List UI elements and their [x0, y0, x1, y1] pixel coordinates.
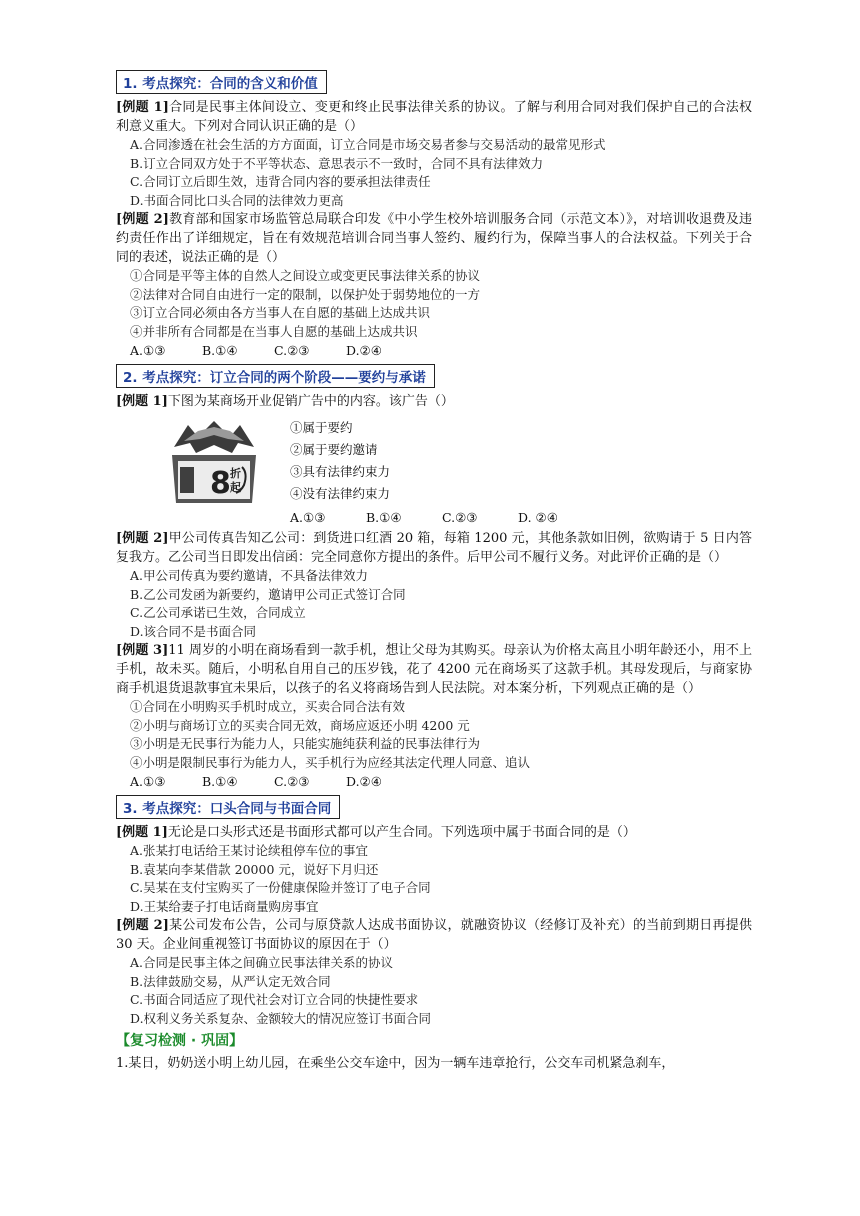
- section-1-title: 1. 考点探究：合同的含义和价值: [116, 70, 327, 94]
- choice: D.②④: [346, 343, 382, 358]
- option: A.甲公司传真为要约邀请，不具备法律效力: [130, 568, 369, 583]
- statement: ④小明是限制民事行为能力人，买手机行为应经其法定代理人同意、追认: [130, 754, 531, 770]
- statement: ①合同是平等主体的自然人之间设立或变更民事法律关系的协议: [130, 268, 481, 283]
- statement: ①合同在小明购买手机时成立，买卖合同合法有效: [130, 699, 406, 714]
- question-stem: 11 周岁的小明在商场看到一款手机，想让父母为其购买。母亲认为价格太高且小明年龄还小，用不上手机，故未买。随后，小明私自用自己的压岁钱，花了 4200 元在商场买了这款手机。其母发现后，与商家协商手机退货退款事宜未果后，以孩子的名义将商场告到人民法院。对本案分析，下列观点正确的是（）: [116, 643, 753, 696]
- option: D.权利义务关系复杂、金额较大的情况应签订书面合同: [130, 1010, 432, 1026]
- statement: ②法律对合同自由进行一定的限制，以保护处于弱势地位的一方: [130, 286, 481, 302]
- question-tag: [例题 2]: [116, 918, 169, 933]
- option: A.合同渗透在社会生活的方方面面，订立合同是市场交易者参与交易活动的最常见形式: [130, 137, 606, 152]
- choice: C.②③: [274, 774, 310, 789]
- statement: ③具有法律约束力: [290, 464, 391, 479]
- question-stem: 教育部和国家市场监管总局联合印发《中小学生校外培训服务合同（示范文本）》，对培训收退费及违约责任作出了详细规定，旨在有效规范培训合同当事人签约、履约行为，保障当事人的合法权益。下列关于合同的表述，说法正确的是（）: [116, 212, 752, 265]
- question-tag: [例题 1]: [116, 825, 168, 840]
- option: A.张某打电话给王某讨论续租停车位的事宜: [130, 843, 369, 858]
- statement: ③订立合同必须由各方当事人在自愿的基础上达成共识: [130, 305, 431, 320]
- choice: D. ②④: [518, 510, 558, 525]
- statement: ②小明与商场订立的买卖合同无效，商场应返还小明 4200 元: [130, 717, 470, 733]
- question: [116, 210, 752, 267]
- option: A.合同是民事主体之间确立民事法律关系的协议: [130, 955, 394, 970]
- statement: ①属于要约: [290, 420, 353, 435]
- promotion-ad-image: [168, 419, 260, 507]
- question: [116, 529, 752, 567]
- question-stem: 甲公司传真告知乙公司：到货进口红酒 20 箱，每箱 1200 元，其他条款如旧例，欲购请于 5 日内答复我方。乙公司当日即发出信函：完全同意你方提出的条件。后甲公司不履行义务。对此评价正确的是（）: [116, 531, 752, 565]
- choice: D.②④: [346, 774, 382, 789]
- option: C.书面合同适应了现代社会对订立合同的快捷性要求: [130, 992, 419, 1007]
- question: [116, 916, 752, 954]
- statement: ④没有法律约束力: [290, 486, 391, 501]
- question-tag: [例题 2]: [116, 212, 169, 227]
- question-tag: [例题 1]: [116, 100, 169, 115]
- question-stem: 无论是口头形式还是书面形式都可以产生合同。下列选项中属于书面合同的是（）: [167, 825, 636, 840]
- statement: ④并非所有合同都是在当事人自愿的基础上达成共识: [130, 323, 418, 339]
- option: D.书面合同比口头合同的法律效力更高: [130, 192, 344, 208]
- choice: B.①④: [202, 343, 238, 358]
- choice: A.①③: [130, 774, 166, 789]
- review-question: 1.某日，奶奶送小明上幼儿园，在乘坐公交车途中，因为一辆车违章抢行，公交车司机紧急刹车，: [116, 1056, 675, 1071]
- promotion-ad-graphic: [168, 419, 260, 507]
- question-tag: [例题 1]: [116, 394, 168, 409]
- review-heading: 【复习检测 · 巩固】: [116, 1033, 244, 1049]
- question-tag: [例题 2]: [116, 531, 169, 546]
- option: B.法律鼓励交易，从严认定无效合同: [130, 973, 331, 989]
- choice: B.①④: [202, 774, 238, 789]
- section-3-title: 3. 考点探究：口头合同与书面合同: [116, 795, 340, 819]
- option: C.吴某在支付宝购买了一份健康保险并签订了电子合同: [130, 880, 431, 895]
- question-stem: 某公司发布公告，公司与原贷款人达成书面协议，就融资协议（经修订及补充）的当前到期日再提供 30 天。企业间重视签订书面协议的原因在于（）: [116, 918, 752, 952]
- question-stem: 下图为某商场开业促销广告中的内容。该广告（）: [167, 394, 454, 409]
- answer-choices: [130, 772, 752, 791]
- question: [116, 392, 752, 411]
- choice: C.②③: [274, 343, 310, 358]
- ad-discount-zhe: 折: [230, 467, 241, 480]
- ad-discount-qi: 起: [230, 481, 241, 494]
- option: D.该合同不是书面合同: [130, 623, 257, 639]
- question-stem: 合同是民事主体间设立、变更和终止民事法律关系的协议。了解与利用合同对我们保护自己的合法权利意义重大。下列对合同认识正确的是（）: [116, 100, 752, 134]
- choice: C.②③: [442, 510, 478, 525]
- option: B.订立合同双方处于不平等状态、意思表示不一致时，合同不具有法律效力: [130, 155, 544, 171]
- option: D.王某给妻子打电话商量购房事宜: [130, 898, 319, 914]
- statement: ③小明是无民事行为能力人，只能实施纯获利益的民事法律行为: [130, 736, 481, 751]
- option: C.合同订立后即生效，违背合同内容的要承担法律责任: [130, 174, 431, 189]
- question: [116, 98, 752, 136]
- option: B.乙公司发函为新要约，邀请甲公司正式签订合同: [130, 586, 406, 602]
- choice: A.①③: [290, 510, 326, 525]
- ad-question-statements: [290, 417, 594, 529]
- document-page: [116, 70, 752, 1073]
- answer-choices: [290, 507, 594, 529]
- choice: B.①④: [366, 510, 402, 525]
- ad-discount-number: 8: [210, 466, 231, 501]
- choice: A.①③: [130, 343, 166, 358]
- ad-question-row: [116, 417, 752, 529]
- question: [116, 823, 752, 842]
- statement: ②属于要约邀请: [290, 442, 378, 457]
- question-tag: [例题 3]: [116, 643, 169, 658]
- option: C.乙公司承诺已生效，合同成立: [130, 605, 306, 620]
- option: B.袁某向李某借款 20000 元，说好下月归还: [130, 861, 379, 877]
- question: [116, 641, 752, 698]
- answer-choices: [130, 341, 752, 360]
- section-2-title: 2. 考点探究：订立合同的两个阶段——要约与承诺: [116, 364, 435, 388]
